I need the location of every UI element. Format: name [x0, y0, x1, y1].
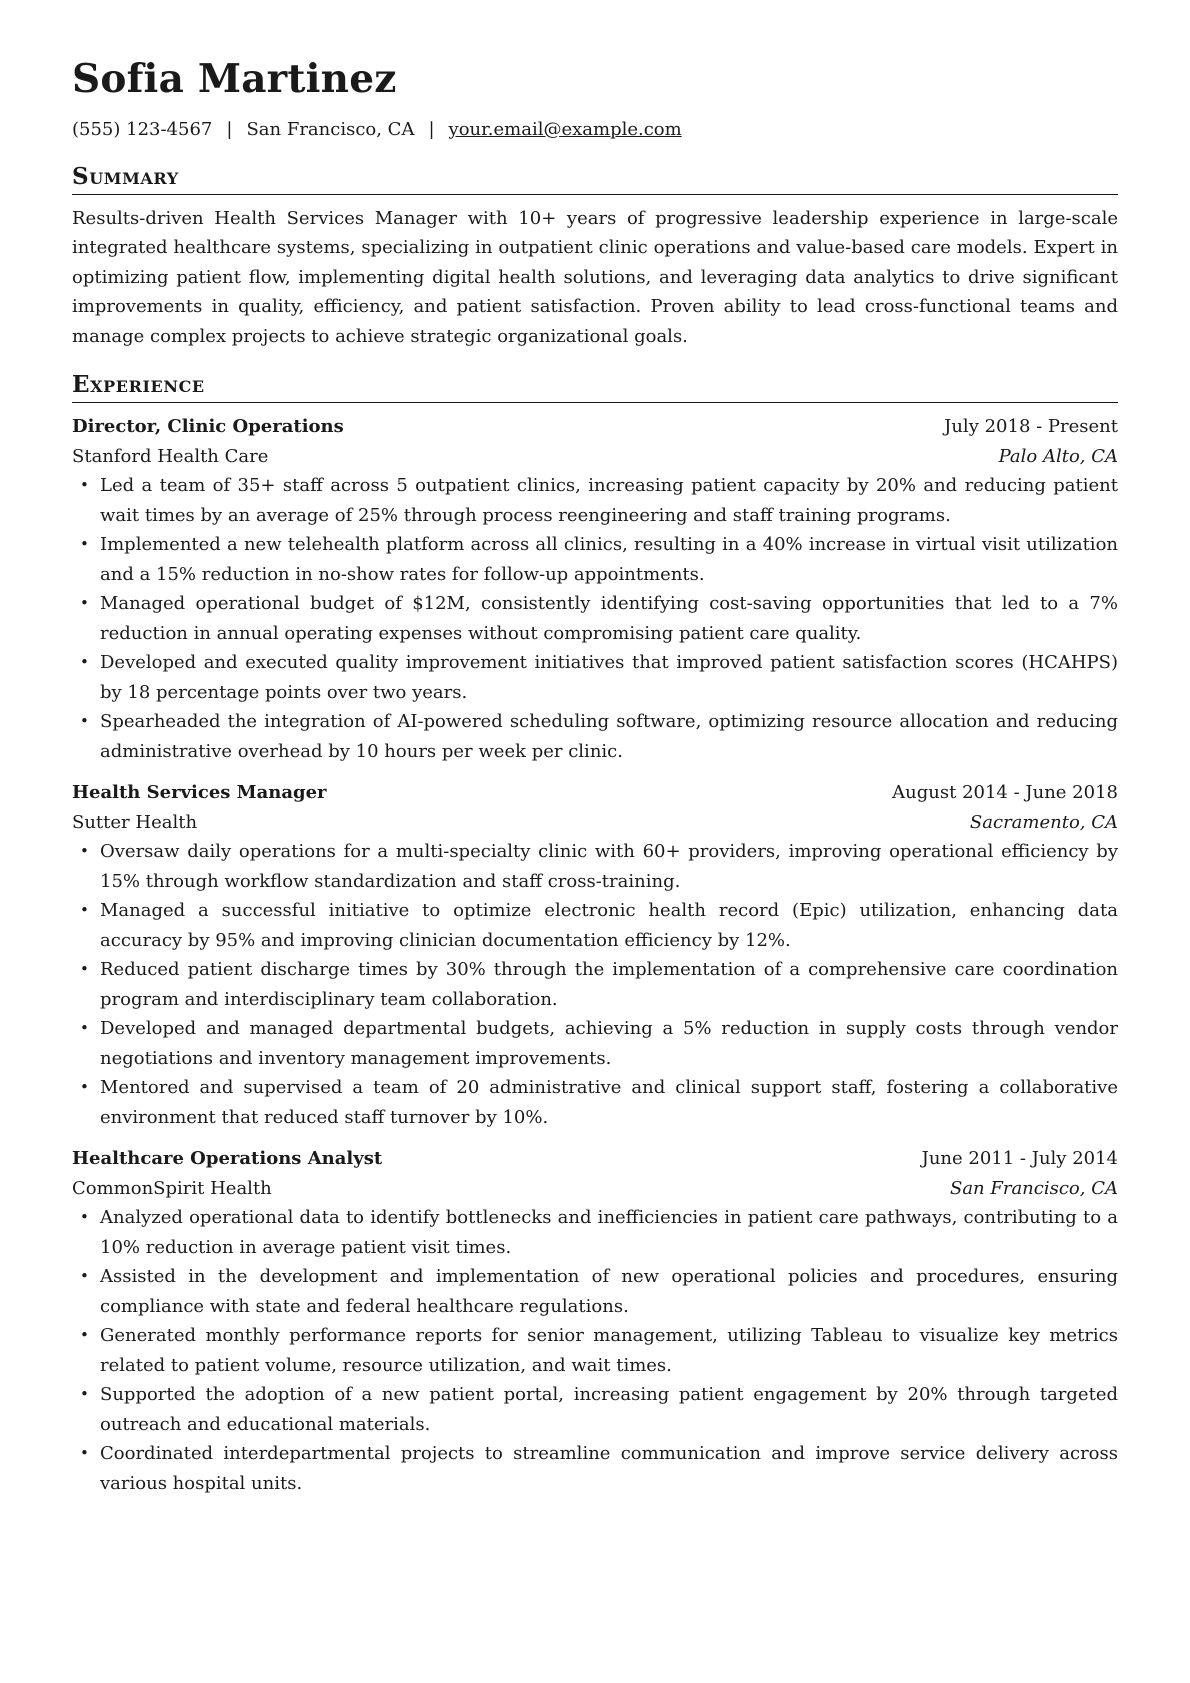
bullet-item: • Spearheaded the integration of AI-powered scheduling software, optimizing resource allocation and reducing administrative overhead by 10 hours per week per clinic.	[72, 707, 1118, 766]
job-dates: July 2018 - Present	[944, 416, 1118, 438]
phone-number: (555) 123-4567	[72, 118, 213, 140]
job-subheader	[72, 442, 1118, 472]
job-title: Healthcare Operations Analyst	[72, 1148, 383, 1170]
bullet-item: • Led a team of 35+ staff across 5 outpatient clinics, increasing patient capacity by 20% and reducing patient wait times by an average of 25% through process reengineering and staff training programs.	[72, 471, 1118, 530]
job-location: San Francisco, CA	[949, 1177, 1118, 1199]
bullet-item: • Supported the adoption of a new patient portal, increasing patient engagement by 20% through targeted outreach and educational materials.	[72, 1380, 1118, 1439]
job-bullets	[72, 471, 1118, 766]
bullet-item: • Analyzed operational data to identify bottlenecks and inefficiencies in patient care pathways, contributing to a 10% reduction in average patient visit times.	[72, 1203, 1118, 1262]
contact-line	[72, 118, 1118, 140]
job-location: Palo Alto, CA	[998, 445, 1118, 467]
company-name: CommonSpirit Health	[72, 1177, 272, 1199]
job-entry	[72, 1144, 1118, 1498]
contact-separator: |	[226, 118, 233, 140]
candidate-name: Sofia Martinez	[72, 56, 397, 102]
job-subheader	[72, 808, 1118, 838]
bullet-item: • Assisted in the development and implementation of new operational policies and procedures, ensuring compliance with state and federal healthcare regulations.	[72, 1262, 1118, 1321]
location: San Francisco, CA	[246, 118, 415, 140]
summary-heading: Summary	[72, 165, 1118, 195]
experience-heading: Experience	[72, 373, 1118, 403]
job-entry	[72, 778, 1118, 1132]
bullet-item: • Reduced patient discharge times by 30% through the implementation of a comprehensive care coordination program and interdisciplinary team collaboration.	[72, 955, 1118, 1014]
job-header	[72, 778, 1118, 808]
bullet-item: • Mentored and supervised a team of 20 administrative and clinical support staff, fostering a collaborative environment that reduced staff turnover by 10%.	[72, 1073, 1118, 1132]
bullet-item: • Generated monthly performance reports for senior management, utilizing Tableau to visualize key metrics related to patient volume, resource utilization, and wait times.	[72, 1321, 1118, 1380]
job-entry	[72, 412, 1118, 766]
company-name: Sutter Health	[72, 811, 198, 833]
email-link[interactable]: your.email@example.com	[448, 118, 682, 140]
bullet-item: • Developed and executed quality improvement initiatives that improved patient satisfaction scores (HCAHPS) by 18 percentage points over two years.	[72, 648, 1118, 707]
job-bullets	[72, 837, 1118, 1132]
company-name: Stanford Health Care	[72, 445, 269, 467]
job-location: Sacramento, CA	[969, 811, 1118, 833]
job-header	[72, 1144, 1118, 1174]
bullet-item: • Managed a successful initiative to optimize electronic health record (Epic) utilization, enhancing data accuracy by 95% and improving clinician documentation efficiency by 12%.	[72, 896, 1118, 955]
job-bullets	[72, 1203, 1118, 1498]
bullet-item: • Coordinated interdepartmental projects to streamline communication and improve service delivery across various hospital units.	[72, 1439, 1118, 1498]
job-title: Health Services Manager	[72, 782, 327, 804]
job-title: Director, Clinic Operations	[72, 416, 344, 438]
job-dates: June 2011 - July 2014	[921, 1148, 1118, 1170]
job-subheader	[72, 1174, 1118, 1204]
contact-separator: |	[428, 118, 435, 140]
job-header	[72, 412, 1118, 442]
bullet-item: • Developed and managed departmental budgets, achieving a 5% reduction in supply costs through vendor negotiations and inventory management improvements.	[72, 1014, 1118, 1073]
summary-text: Results-driven Health Services Manager with 10+ years of progressive leadership experience in large-scale integrated healthcare systems, specializing in outpatient clinic operations and value-based care models. Expert in optimizing patient flow, implementing digital health solutions, and leveraging data analytics to drive significant improvements in quality, efficiency, and patient satisfaction. Proven ability to lead cross-functional teams and manage complex projects to achieve strategic organizational goals.	[72, 207, 1118, 347]
bullet-item: • Managed operational budget of $12M, consistently identifying cost-saving opportunities that led to a 7% reduction in annual operating expenses without compromising patient care quality.	[72, 589, 1118, 648]
job-dates: August 2014 - June 2018	[892, 782, 1118, 804]
bullet-item: • Implemented a new telehealth platform across all clinics, resulting in a 40% increase in virtual visit utilization and a 15% reduction in no-show rates for follow-up appointments.	[72, 530, 1118, 589]
bullet-item: • Oversaw daily operations for a multi-specialty clinic with 60+ providers, improving operational efficiency by 15% through workflow standardization and staff cross-training.	[72, 837, 1118, 896]
